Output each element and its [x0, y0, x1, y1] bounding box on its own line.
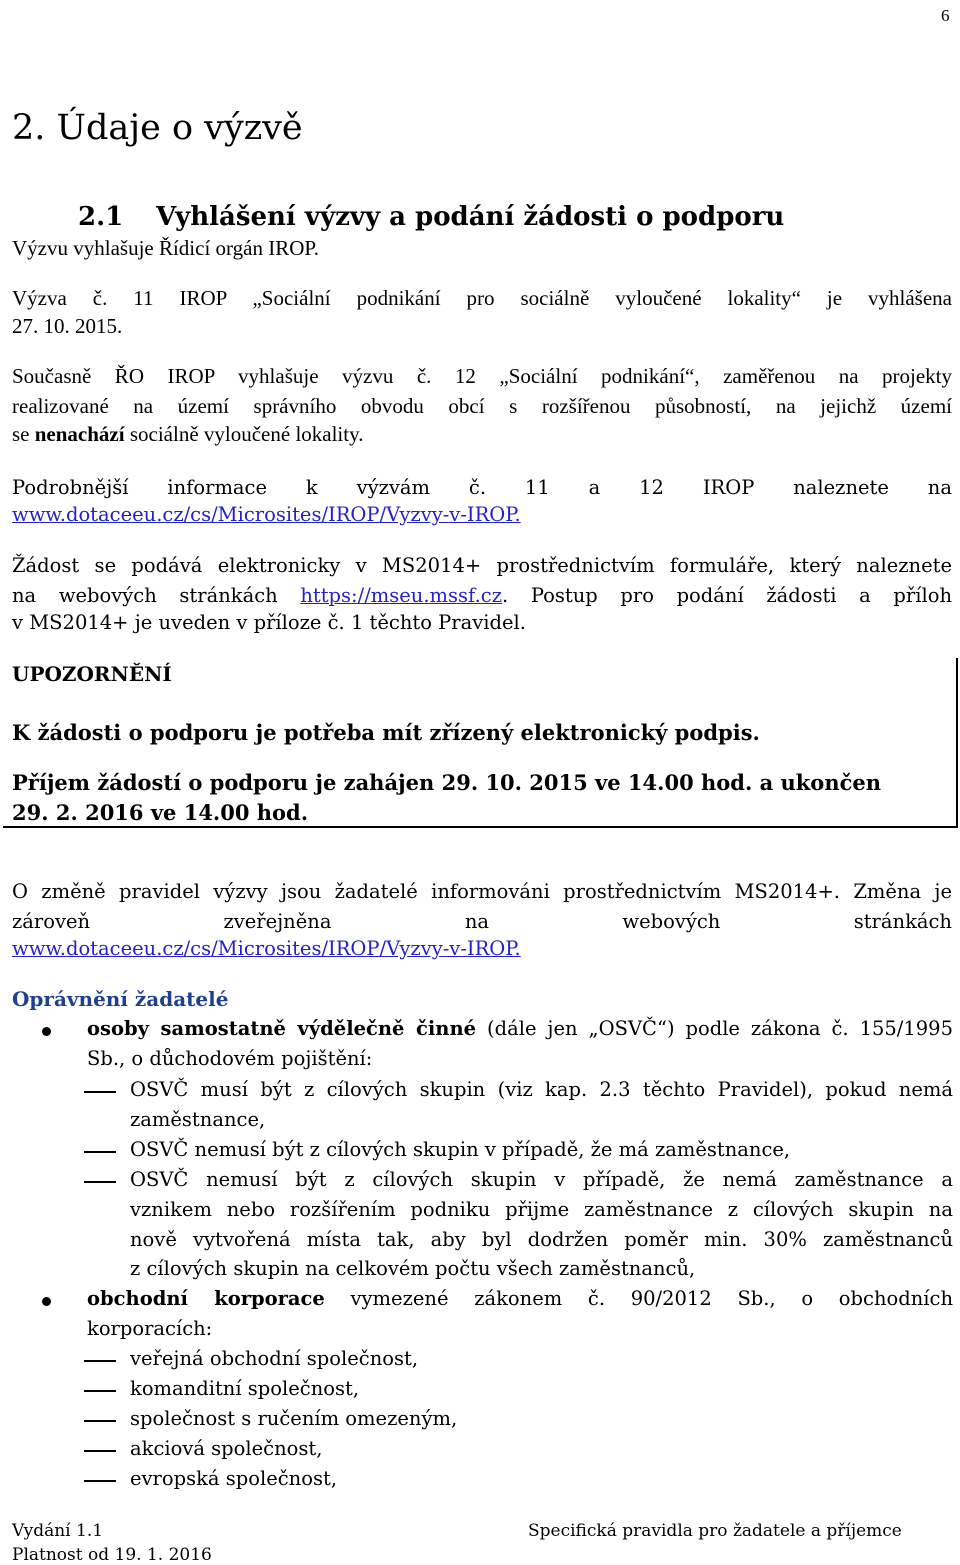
sublist-item-continuation: nově vytvořená místa tak, aby byl dodržen poměr min. 30% zaměstnanců — [130, 1228, 953, 1251]
paragraph-more-info-line1: Podrobnější informace k výzvám č. 11 a 12 IROP naleznete na — [12, 476, 952, 499]
text-fragment: . Postup pro podání žádosti a příloh — [501, 584, 952, 607]
sublist-item-continuation: vznikem nebo rozšířením podniku přijme zaměstnance z cílových skupin na — [130, 1198, 953, 1221]
warning-dates-line2: 29. 2. 2016 ve 14.00 hod. — [12, 800, 309, 825]
warning-box — [3, 658, 958, 828]
paragraph-application-line2 — [12, 581, 952, 611]
text-fragment: (dále jen „OSVČ“) podle zákona č. 155/1995 — [476, 1017, 953, 1040]
paragraph-call-11-line2: 27. 10. 2015. — [12, 314, 123, 338]
dash-icon — [84, 1091, 116, 1093]
emphasis-text: osoby samostatně výdělečně činné — [87, 1017, 477, 1040]
footer-validity: Platnost od 19. 1. 2016 — [12, 1545, 212, 1565]
bullet-icon — [42, 1297, 51, 1306]
paragraph-changes-line2: zároveň zveřejněna na webových stránkách — [12, 910, 952, 933]
list-item-continuation: Sb., o důchodovém pojištění: — [87, 1047, 373, 1070]
dash-icon — [84, 1360, 116, 1362]
dash-icon — [84, 1181, 116, 1183]
emphasis-text: obchodní korporace — [87, 1287, 325, 1310]
warning-dates-line1: Příjem žádostí o podporu je zahájen 29. 10. 2015 ve 14.00 hod. a ukončen — [12, 770, 881, 795]
text-fragment: sociálně vyloučené lokality. — [124, 422, 364, 446]
chapter-heading: 2. Údaje o výzvě — [12, 108, 303, 148]
sublist-item-text: komanditní společnost, — [130, 1377, 360, 1400]
list-item-text — [87, 1287, 953, 1310]
list-item-text — [87, 1017, 953, 1040]
paragraph-call-12-line1: Současně ŘO IROP vyhlašuje výzvu č. 12 „Sociální podnikání“, zaměřenou na projekty — [12, 364, 952, 388]
sublist-item-continuation: zaměstnance, — [130, 1108, 266, 1131]
dash-icon — [84, 1420, 116, 1422]
section-number: 2.1 — [78, 202, 124, 232]
dash-icon — [84, 1151, 116, 1153]
text-fragment: se — [12, 422, 35, 446]
emphasis-text: nenachází — [34, 422, 125, 446]
section-heading — [78, 202, 784, 232]
text-fragment: vymezené zákonem č. 90/2012 Sb., o obchodních — [324, 1287, 954, 1310]
paragraph-call-12-line3 — [12, 422, 364, 447]
dash-icon — [84, 1450, 116, 1452]
footer-document-title: Specifická pravidla pro žadatele a příjemce — [528, 1521, 902, 1541]
eligible-applicants-title: Oprávnění žadatelé — [12, 987, 229, 1011]
page-number: 6 — [941, 6, 950, 25]
link-dotaceeu-changes[interactable]: www.dotaceeu.cz/cs/Microsites/IROP/Vyzvy-v-IROP. — [12, 937, 521, 960]
warning-title: UPOZORNĚNÍ — [12, 662, 172, 686]
footer-edition: Vydání 1.1 — [12, 1521, 104, 1541]
sublist-item-text: OSVČ nemusí být z cílových skupin v případě, že nemá zaměstnance a — [130, 1168, 953, 1191]
sublist-item-continuation: z cílových skupin na celkovém počtu všech zaměstnanců, — [130, 1257, 696, 1280]
section-title: Vyhlášení výzvy a podání žádosti o podporu — [156, 202, 785, 232]
sublist-item-text: OSVČ musí být z cílových skupin (viz kap. 2.3 těchto Pravidel), pokud nemá — [130, 1078, 953, 1101]
link-mseu[interactable]: https://mseu.mssf.cz — [300, 584, 502, 607]
sublist-item-text: společnost s ručením omezeným, — [130, 1407, 458, 1430]
text-fragment: na webových stránkách — [12, 584, 301, 607]
warning-signature: K žádosti o podporu je potřeba mít zřízený elektronický podpis. — [12, 720, 760, 745]
paragraph-changes-line1: O změně pravidel výzvy jsou žadatelé informováni prostřednictvím MS2014+. Změna je — [12, 880, 952, 903]
list-item-continuation: korporacích: — [87, 1317, 213, 1340]
dash-icon — [84, 1480, 116, 1482]
sublist-item-text: veřejná obchodní společnost, — [130, 1347, 419, 1370]
bullet-icon — [42, 1027, 51, 1036]
link-dotaceeu[interactable]: www.dotaceeu.cz/cs/Microsites/IROP/Vyzvy-v-IROP. — [12, 503, 521, 526]
paragraph-call-11-line1: Výzva č. 11 IROP „Sociální podnikání pro sociálně vyloučené lokality“ je vyhlášena — [12, 286, 952, 310]
dash-icon — [84, 1390, 116, 1392]
sublist-item-text: akciová společnost, — [130, 1437, 323, 1460]
sublist-item-text: OSVČ nemusí být z cílových skupin v případě, že má zaměstnance, — [130, 1138, 791, 1161]
paragraph-call-12-line2: realizované na území správního obvodu obcí s rozšířenou působností, na jejichž území — [12, 394, 952, 418]
sublist-item-text: evropská společnost, — [130, 1467, 338, 1490]
paragraph-issuer: Výzvu vyhlašuje Řídicí orgán IROP. — [12, 236, 320, 260]
paragraph-application-line3: v MS2014+ je uveden v příloze č. 1 těchto Pravidel. — [12, 611, 526, 634]
paragraph-application-line1: Žádost se podává elektronicky v MS2014+ prostřednictvím formuláře, který naleznete — [12, 554, 952, 577]
